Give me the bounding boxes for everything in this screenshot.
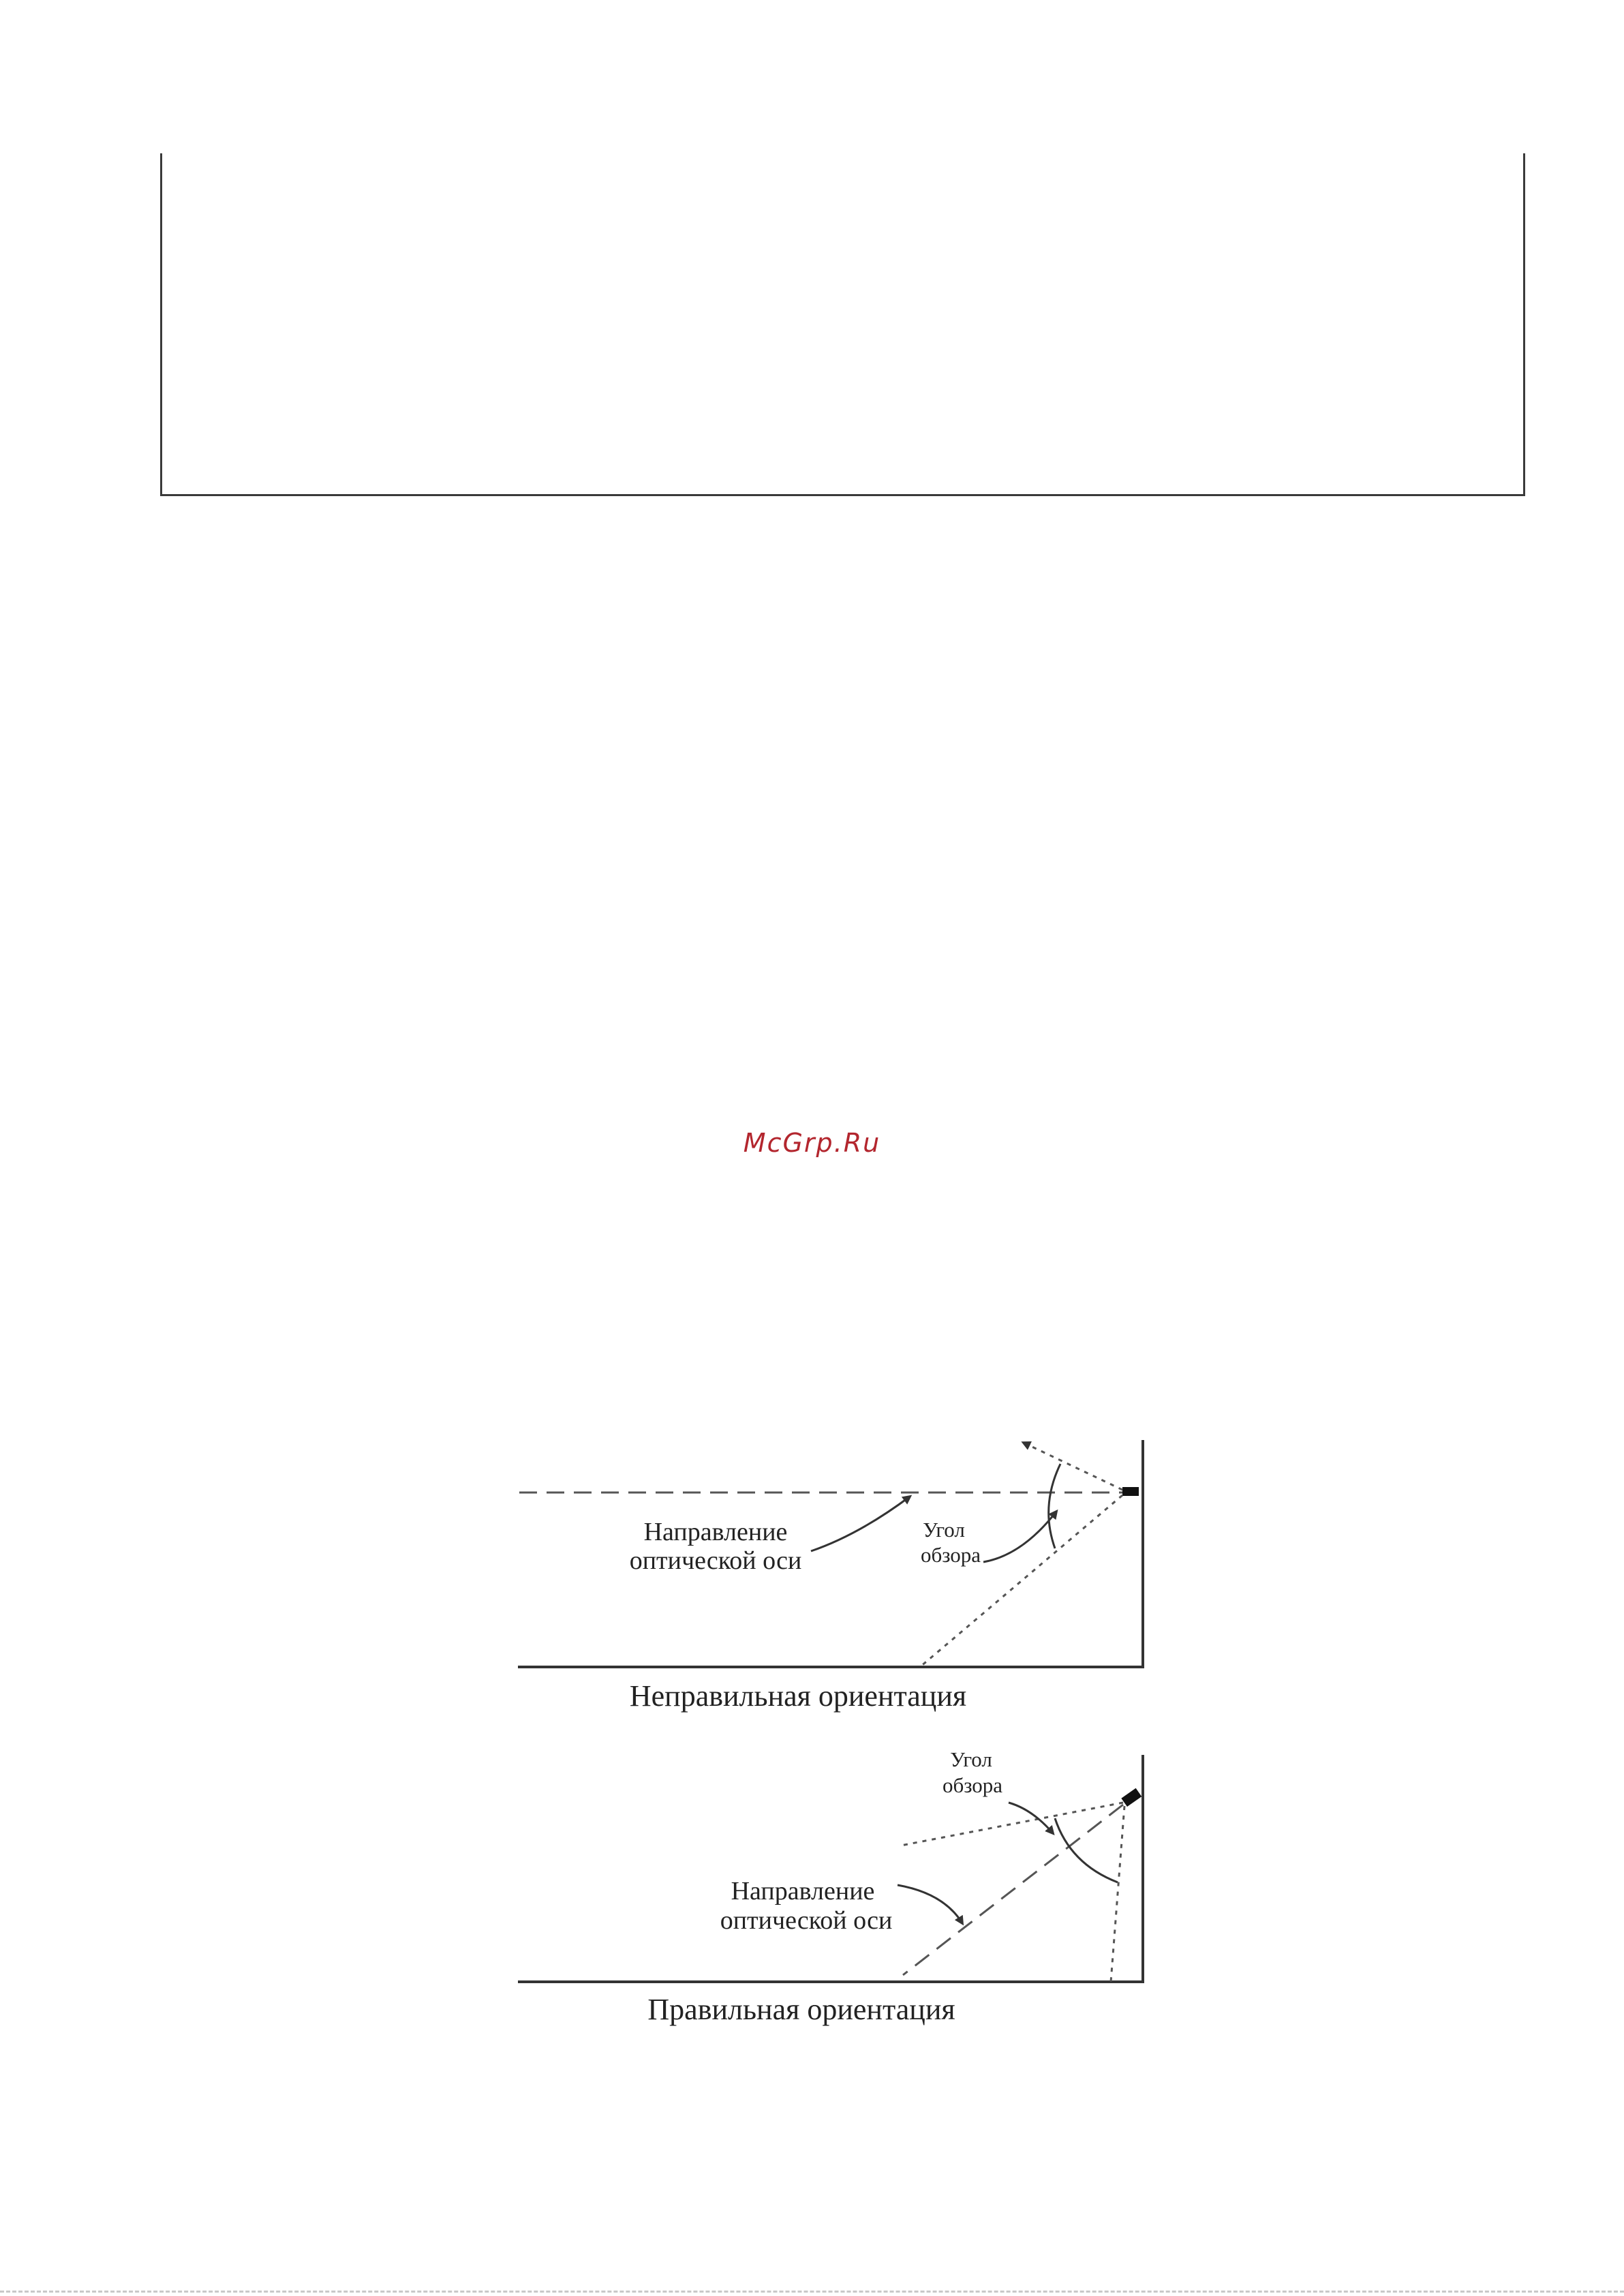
axis-label-line2: оптической оси — [629, 1546, 802, 1575]
axis-pointer-arrow — [811, 1497, 910, 1551]
optical-axis-line — [903, 1805, 1123, 1975]
axis-label-line2: оптической оси — [720, 1906, 893, 1935]
detector-icon — [1121, 1788, 1142, 1807]
figure-wrong-orientation — [518, 1440, 1144, 1713]
view-boundary-upper — [1024, 1443, 1122, 1490]
detector-icon — [1122, 1487, 1139, 1496]
axis-label-line1: Направление — [643, 1518, 788, 1546]
angle-label-line2: обзора — [942, 1773, 1003, 1797]
figure-caption: Неправильная ориентация — [629, 1679, 967, 1713]
figure-caption: Правильная ориентация — [647, 1993, 955, 2026]
figure-right-orientation — [518, 1747, 1144, 2026]
watermark-text: McGrp.Ru — [743, 1128, 881, 1158]
angle-pointer-arrow — [983, 1512, 1056, 1562]
page-bottom-rule — [0, 2291, 1624, 2293]
view-boundary-lower — [1111, 1806, 1124, 1982]
axis-pointer-arrow — [898, 1885, 962, 1923]
view-boundary-upper — [901, 1803, 1123, 1846]
view-angle-arc — [1055, 1818, 1118, 1882]
axis-label-line1: Направление — [731, 1877, 875, 1905]
angle-label-line2: обзора — [920, 1543, 981, 1567]
angle-label-line1: Угол — [950, 1747, 992, 1771]
angle-label-line1: Угол — [923, 1518, 965, 1542]
view-angle-arc — [1049, 1464, 1060, 1548]
